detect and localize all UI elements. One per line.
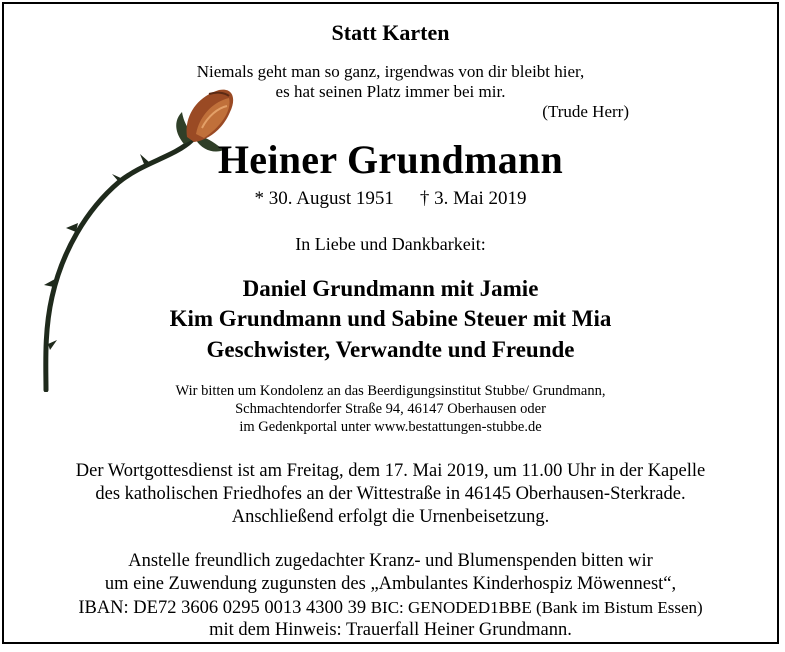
quote-line-1: Niemals geht man so ganz, irgendwas von dir bleibt hier, <box>196 62 585 81</box>
header: Statt Karten <box>331 20 450 45</box>
life-dates <box>4 188 777 210</box>
donation-line: Anstelle freundlich zugedachter Kranz- und Blumenspenden bitten wir <box>128 551 653 571</box>
condolence-line: im Gedenkportal unter www.bestattungen-stubbe.de <box>239 419 542 435</box>
donation-line: um eine Zuwendung zugunsten des „Ambulantes Kinderhospiz Möwennest“, <box>104 574 677 594</box>
service-line: des katholischen Friedhofes an der Wittestraße in 46145 Oberhausen-Sterkrade. <box>95 484 686 504</box>
iban: IBAN: DE72 3606 0295 0013 4300 39 <box>78 598 367 618</box>
mourner-line: Daniel Grundmann mit Jamie <box>242 276 539 301</box>
quote-line-2: es hat seinen Platz immer bei mir. <box>275 82 506 101</box>
birth-date: * 30. August 1951 <box>254 188 394 209</box>
quote-author: (Trude Herr) <box>542 102 629 121</box>
death-date: † 3. Mai 2019 <box>419 188 527 209</box>
service-line: Anschließend erfolgt die Urnenbeisetzung. <box>231 507 550 527</box>
obituary-card <box>2 2 779 644</box>
service-line: Der Wortgottesdienst ist am Freitag, dem 17. Mai 2019, um 11.00 Uhr in der Kapelle <box>75 461 706 481</box>
deceased-name: Heiner Grundmann <box>217 137 564 182</box>
bic: BIC: GENODED1BBE (Bank im Bistum Essen) <box>370 598 703 617</box>
mourner-line: Kim Grundmann und Sabine Steuer mit Mia <box>169 306 612 331</box>
donation-note: mit dem Hinweis: Trauerfall Heiner Grundmann. <box>209 620 572 640</box>
mourner-line: Geschwister, Verwandte und Freunde <box>206 337 575 362</box>
bank-details <box>4 596 777 620</box>
condolence-line: Wir bitten um Kondolenz an das Beerdigungsinstitut Stubbe/ Grundmann, <box>175 383 606 399</box>
condolence-line: Schmachtendorfer Straße 94, 46147 Oberhausen oder <box>235 401 546 417</box>
mourners-intro: In Liebe und Dankbarkeit: <box>295 234 486 254</box>
